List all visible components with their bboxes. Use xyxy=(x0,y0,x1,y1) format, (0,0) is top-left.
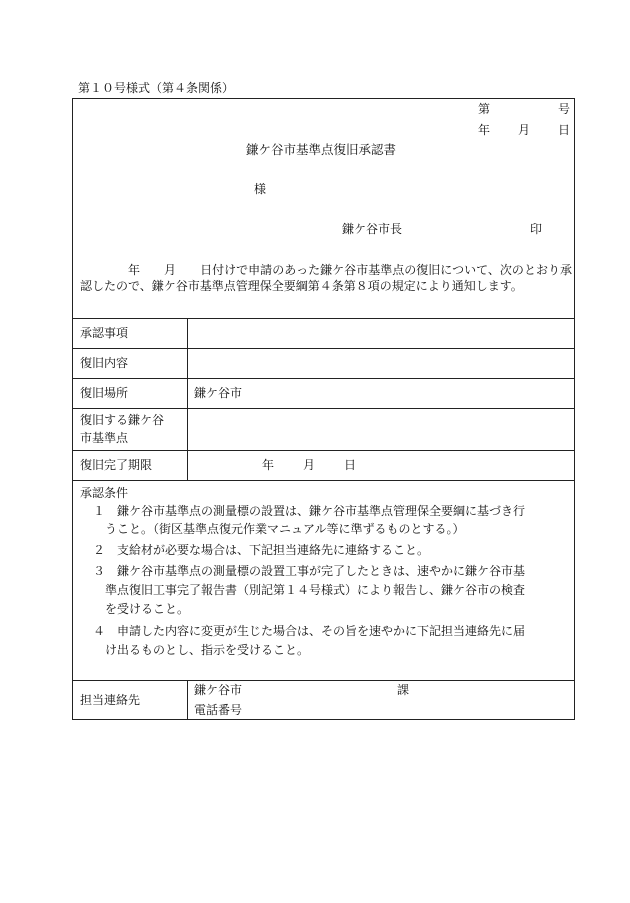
deadline-year-label: 年 xyxy=(262,458,275,472)
condition-text: 準点復旧工事完了報告書（別記第１４号様式）により報告し、鎌ケ谷市の検査 xyxy=(105,583,526,597)
condition-number: ３ xyxy=(93,564,106,578)
table-column-divider xyxy=(187,680,188,720)
contact-phone-label: 電話番号 xyxy=(194,703,243,717)
condition-text: 鎌ケ谷市基準点の測量標の設置工事が完了したときは、速やかに鎌ケ谷市基 xyxy=(117,564,526,578)
table-divider xyxy=(72,480,575,481)
condition-text: を受けること。 xyxy=(105,602,190,616)
document-title: 鎌ケ谷市基準点復旧承認書 xyxy=(246,142,397,157)
addressee-suffix: 様 xyxy=(254,182,267,196)
row-label-approval-items: 承認事項 xyxy=(80,326,129,340)
conditions-heading: 承認条件 xyxy=(80,486,129,500)
table-divider xyxy=(72,680,575,681)
contact-section-suffix: 課 xyxy=(397,683,410,697)
date-year-label: 年 xyxy=(478,123,491,137)
table-divider xyxy=(72,318,575,319)
condition-text: うこと。（街区基準点復元作業マニュアル等に準ずるものとする。） xyxy=(105,522,465,536)
condition-number: ４ xyxy=(93,624,106,638)
row-label-reference-point-line2: 市基準点 xyxy=(80,431,129,445)
contact-label: 担当連絡先 xyxy=(80,693,141,707)
document-number-prefix: 第 xyxy=(478,102,491,116)
condition-text: 支給材が必要な場合は、下記担当連絡先に連絡すること。 xyxy=(117,543,430,557)
issuer-name: 鎌ケ谷市長 xyxy=(342,222,403,236)
condition-text: 申請した内容に変更が生じた場合は、その旨を速やかに下記担当連絡先に届 xyxy=(117,624,526,638)
document-number-suffix: 号 xyxy=(558,102,571,116)
contact-city: 鎌ケ谷市 xyxy=(194,683,243,697)
row-value-restoration-location: 鎌ケ谷市 xyxy=(194,386,243,400)
date-month-label: 月 xyxy=(518,123,531,137)
condition-number: ２ xyxy=(93,543,106,557)
condition-text: け出るものとし、指示を受けること。 xyxy=(105,643,310,657)
condition-text: 鎌ケ谷市基準点の測量標の設置は、鎌ケ谷市基準点管理保全要綱に基づき行 xyxy=(117,504,526,518)
seal-mark: 印 xyxy=(530,222,543,236)
table-column-divider xyxy=(187,318,188,480)
form-number-title: 第１０号様式（第４条関係） xyxy=(78,81,235,95)
row-label-reference-point-line1: 復旧する鎌ケ谷 xyxy=(80,413,165,427)
table-divider xyxy=(72,348,575,349)
row-label-restoration-location: 復旧場所 xyxy=(80,386,129,400)
table-divider xyxy=(72,408,575,409)
condition-number: １ xyxy=(93,504,106,518)
row-label-completion-deadline: 復旧完了期限 xyxy=(80,458,153,472)
row-label-restoration-content: 復旧内容 xyxy=(80,356,129,370)
deadline-month-label: 月 xyxy=(303,458,316,472)
date-day-label: 日 xyxy=(558,123,571,137)
table-divider xyxy=(72,378,575,379)
table-divider xyxy=(72,450,575,451)
deadline-day-label: 日 xyxy=(344,458,357,472)
notice-paragraph: 年 月 日付けで申請のあった鎌ケ谷市基準点の復旧について、次のとおり承認したので、鎌ケ谷市基準点管理保全要綱第４条第８項の規定により通知します。 xyxy=(80,263,572,293)
